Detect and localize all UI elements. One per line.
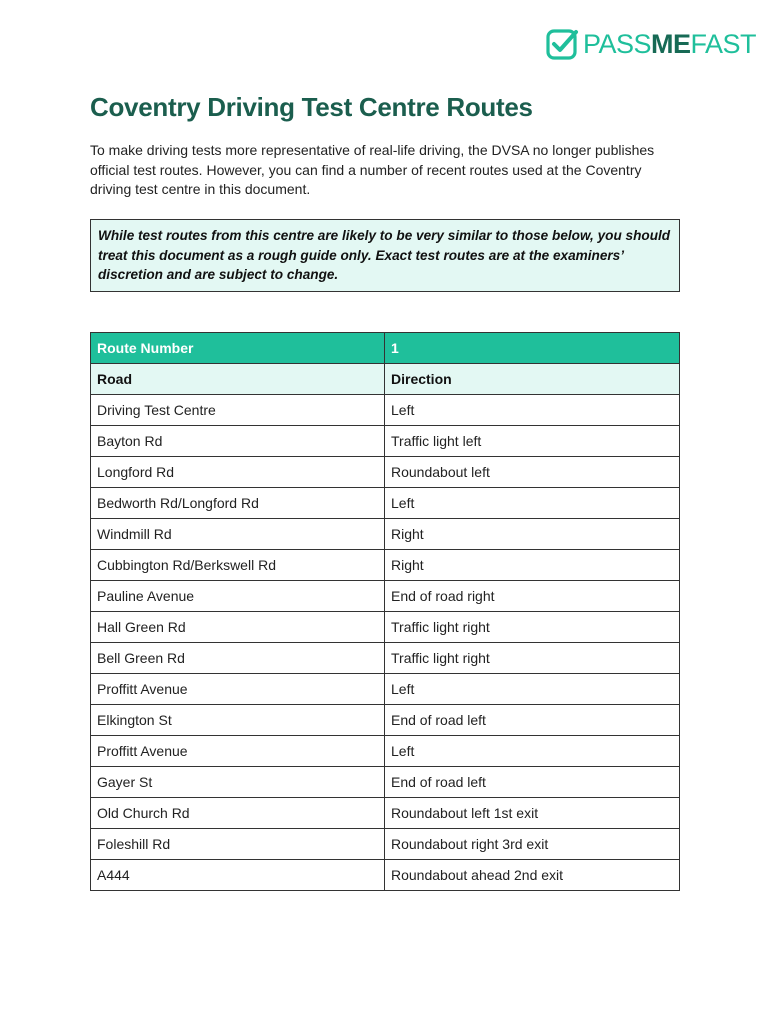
column-header-road: Road xyxy=(91,364,385,395)
table-row xyxy=(91,488,680,519)
direction-cell: Left xyxy=(385,488,680,519)
intro-paragraph: To make driving tests more representative of real-life driving, the DVSA no longer publishes official test routes. However, you can find a number of recent routes used at the Coventry driving test centre in this document. xyxy=(90,142,655,197)
road-cell: Windmill Rd xyxy=(91,519,385,550)
brand-name-fast: FAST xyxy=(690,29,757,59)
brand-logo xyxy=(545,27,756,61)
table-row xyxy=(91,705,680,736)
table-row xyxy=(91,395,680,426)
table-row xyxy=(91,643,680,674)
checkbox-icon xyxy=(545,27,579,61)
routes-table xyxy=(90,332,680,891)
road-cell: Elkington St xyxy=(91,705,385,736)
direction-cell: Roundabout left 1st exit xyxy=(385,798,680,829)
road-cell: Foleshill Rd xyxy=(91,829,385,860)
direction-cell: End of road left xyxy=(385,705,680,736)
table-row xyxy=(91,736,680,767)
direction-cell: Traffic light right xyxy=(385,643,680,674)
brand-name-pass: PASS xyxy=(583,29,652,59)
road-cell: A444 xyxy=(91,860,385,891)
direction-cell: Roundabout left xyxy=(385,457,680,488)
table-row xyxy=(91,519,680,550)
routes-table-body xyxy=(91,395,680,891)
direction-cell: Left xyxy=(385,736,680,767)
direction-cell: Traffic light left xyxy=(385,426,680,457)
road-cell: Driving Test Centre xyxy=(91,395,385,426)
table-row xyxy=(91,860,680,891)
brand-name xyxy=(583,27,756,61)
route-number-row xyxy=(91,333,680,364)
direction-cell: End of road right xyxy=(385,581,680,612)
road-cell: Proffitt Avenue xyxy=(91,674,385,705)
table-row xyxy=(91,612,680,643)
column-header-row xyxy=(91,364,680,395)
direction-cell: Roundabout ahead 2nd exit xyxy=(385,860,680,891)
direction-cell: Left xyxy=(385,674,680,705)
road-cell: Bayton Rd xyxy=(91,426,385,457)
direction-cell: Traffic light right xyxy=(385,612,680,643)
direction-cell: Right xyxy=(385,519,680,550)
table-row xyxy=(91,674,680,705)
table-row xyxy=(91,798,680,829)
road-cell: Gayer St xyxy=(91,767,385,798)
direction-cell: Left xyxy=(385,395,680,426)
table-row xyxy=(91,581,680,612)
direction-cell: End of road left xyxy=(385,767,680,798)
direction-cell: Roundabout right 3rd exit xyxy=(385,829,680,860)
direction-cell: Right xyxy=(385,550,680,581)
road-cell: Old Church Rd xyxy=(91,798,385,829)
column-header-direction: Direction xyxy=(385,364,680,395)
route-number-label: Route Number xyxy=(91,333,385,364)
notice-box: While test routes from this centre are likely to be very similar to those below, you should treat this document as a rough guide only. Exact test routes are at the examiners’ discretion and are subject to change. xyxy=(90,219,680,292)
page-title: Coventry Driving Test Centre Routes xyxy=(90,92,533,122)
table-row xyxy=(91,550,680,581)
brand-name-me: ME xyxy=(651,29,691,59)
table-row xyxy=(91,829,680,860)
road-cell: Cubbington Rd/Berkswell Rd xyxy=(91,550,385,581)
table-row xyxy=(91,426,680,457)
road-cell: Bedworth Rd/Longford Rd xyxy=(91,488,385,519)
road-cell: Longford Rd xyxy=(91,457,385,488)
road-cell: Hall Green Rd xyxy=(91,612,385,643)
road-cell: Bell Green Rd xyxy=(91,643,385,674)
road-cell: Proffitt Avenue xyxy=(91,736,385,767)
route-number-value: 1 xyxy=(385,333,680,364)
table-row xyxy=(91,457,680,488)
road-cell: Pauline Avenue xyxy=(91,581,385,612)
table-row xyxy=(91,767,680,798)
